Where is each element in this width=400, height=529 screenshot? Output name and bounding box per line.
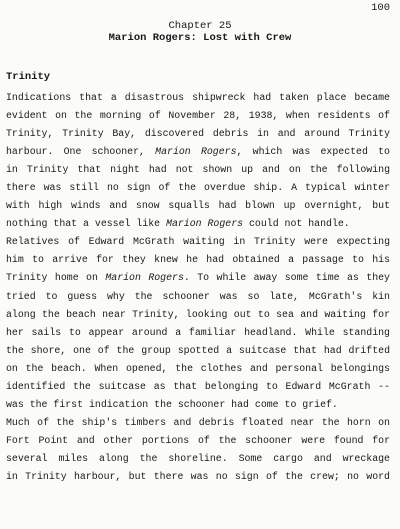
text-line: tried to guess why the schooner was so late, McGrath's kin bbox=[6, 290, 390, 302]
text-line: her sails to appear around a familiar headland. While standing bbox=[6, 326, 390, 338]
text-line: Indications that a disastrous shipwreck had taken place became bbox=[6, 92, 390, 103]
chapter-number: Chapter 25 bbox=[168, 20, 232, 32]
text-line: nothing that a vessel like Marion Rogers could not handle. bbox=[6, 218, 350, 230]
chapter-title: Marion Rogers: Lost with Crew bbox=[108, 32, 292, 44]
text-line: Much of the ship's timbers and debris floated near the horn on bbox=[6, 416, 390, 428]
text-line: Fort Point and other portions of the schooner were found for bbox=[6, 434, 390, 446]
text-line: several miles along the shoreline. Some cargo and wreckage bbox=[6, 452, 390, 464]
text-line: Trinity home on Marion Rogers. To while away some time as they bbox=[6, 272, 390, 284]
section-heading: Trinity bbox=[6, 71, 51, 83]
text-line: was the first indication the schooner had come to grief. bbox=[6, 398, 338, 410]
text-line: him to arrive for they knew he had obtained a passage to his bbox=[6, 254, 390, 266]
text-line: the shore, one of the group spotted a suitcase that had drifted bbox=[6, 344, 390, 356]
text-line: there was still no sign of the overdue ship. A typical winter bbox=[6, 182, 390, 194]
text-line: with high winds and snow squalls had blown up overnight, but bbox=[6, 200, 390, 212]
text-line: harbour. One schooner, Marion Rogers, which was expected to bbox=[6, 146, 390, 158]
text-line: along the beach near Trinity, looking out to sea and waiting for bbox=[6, 308, 390, 320]
text-line: on the beach. When opened, the clothes and personal belongings bbox=[6, 362, 390, 374]
text-line: in Trinity that night had not shown up and on the following bbox=[6, 164, 390, 176]
page-number: 100 bbox=[371, 2, 390, 14]
text-line: in Trinity harbour, but there was no sign of the crew; no word bbox=[6, 470, 390, 482]
body-text bbox=[6, 89, 390, 486]
text-line: Relatives of Edward McGrath waiting in Trinity were expecting bbox=[6, 236, 390, 248]
text-line: identified the suitcase as that belonging to Edward McGrath -- bbox=[6, 380, 390, 392]
text-line: evident on the morning of November 28, 1938, when residents of bbox=[6, 110, 390, 122]
text-line: Trinity, Trinity Bay, discovered debris in and around Trinity bbox=[6, 128, 390, 140]
